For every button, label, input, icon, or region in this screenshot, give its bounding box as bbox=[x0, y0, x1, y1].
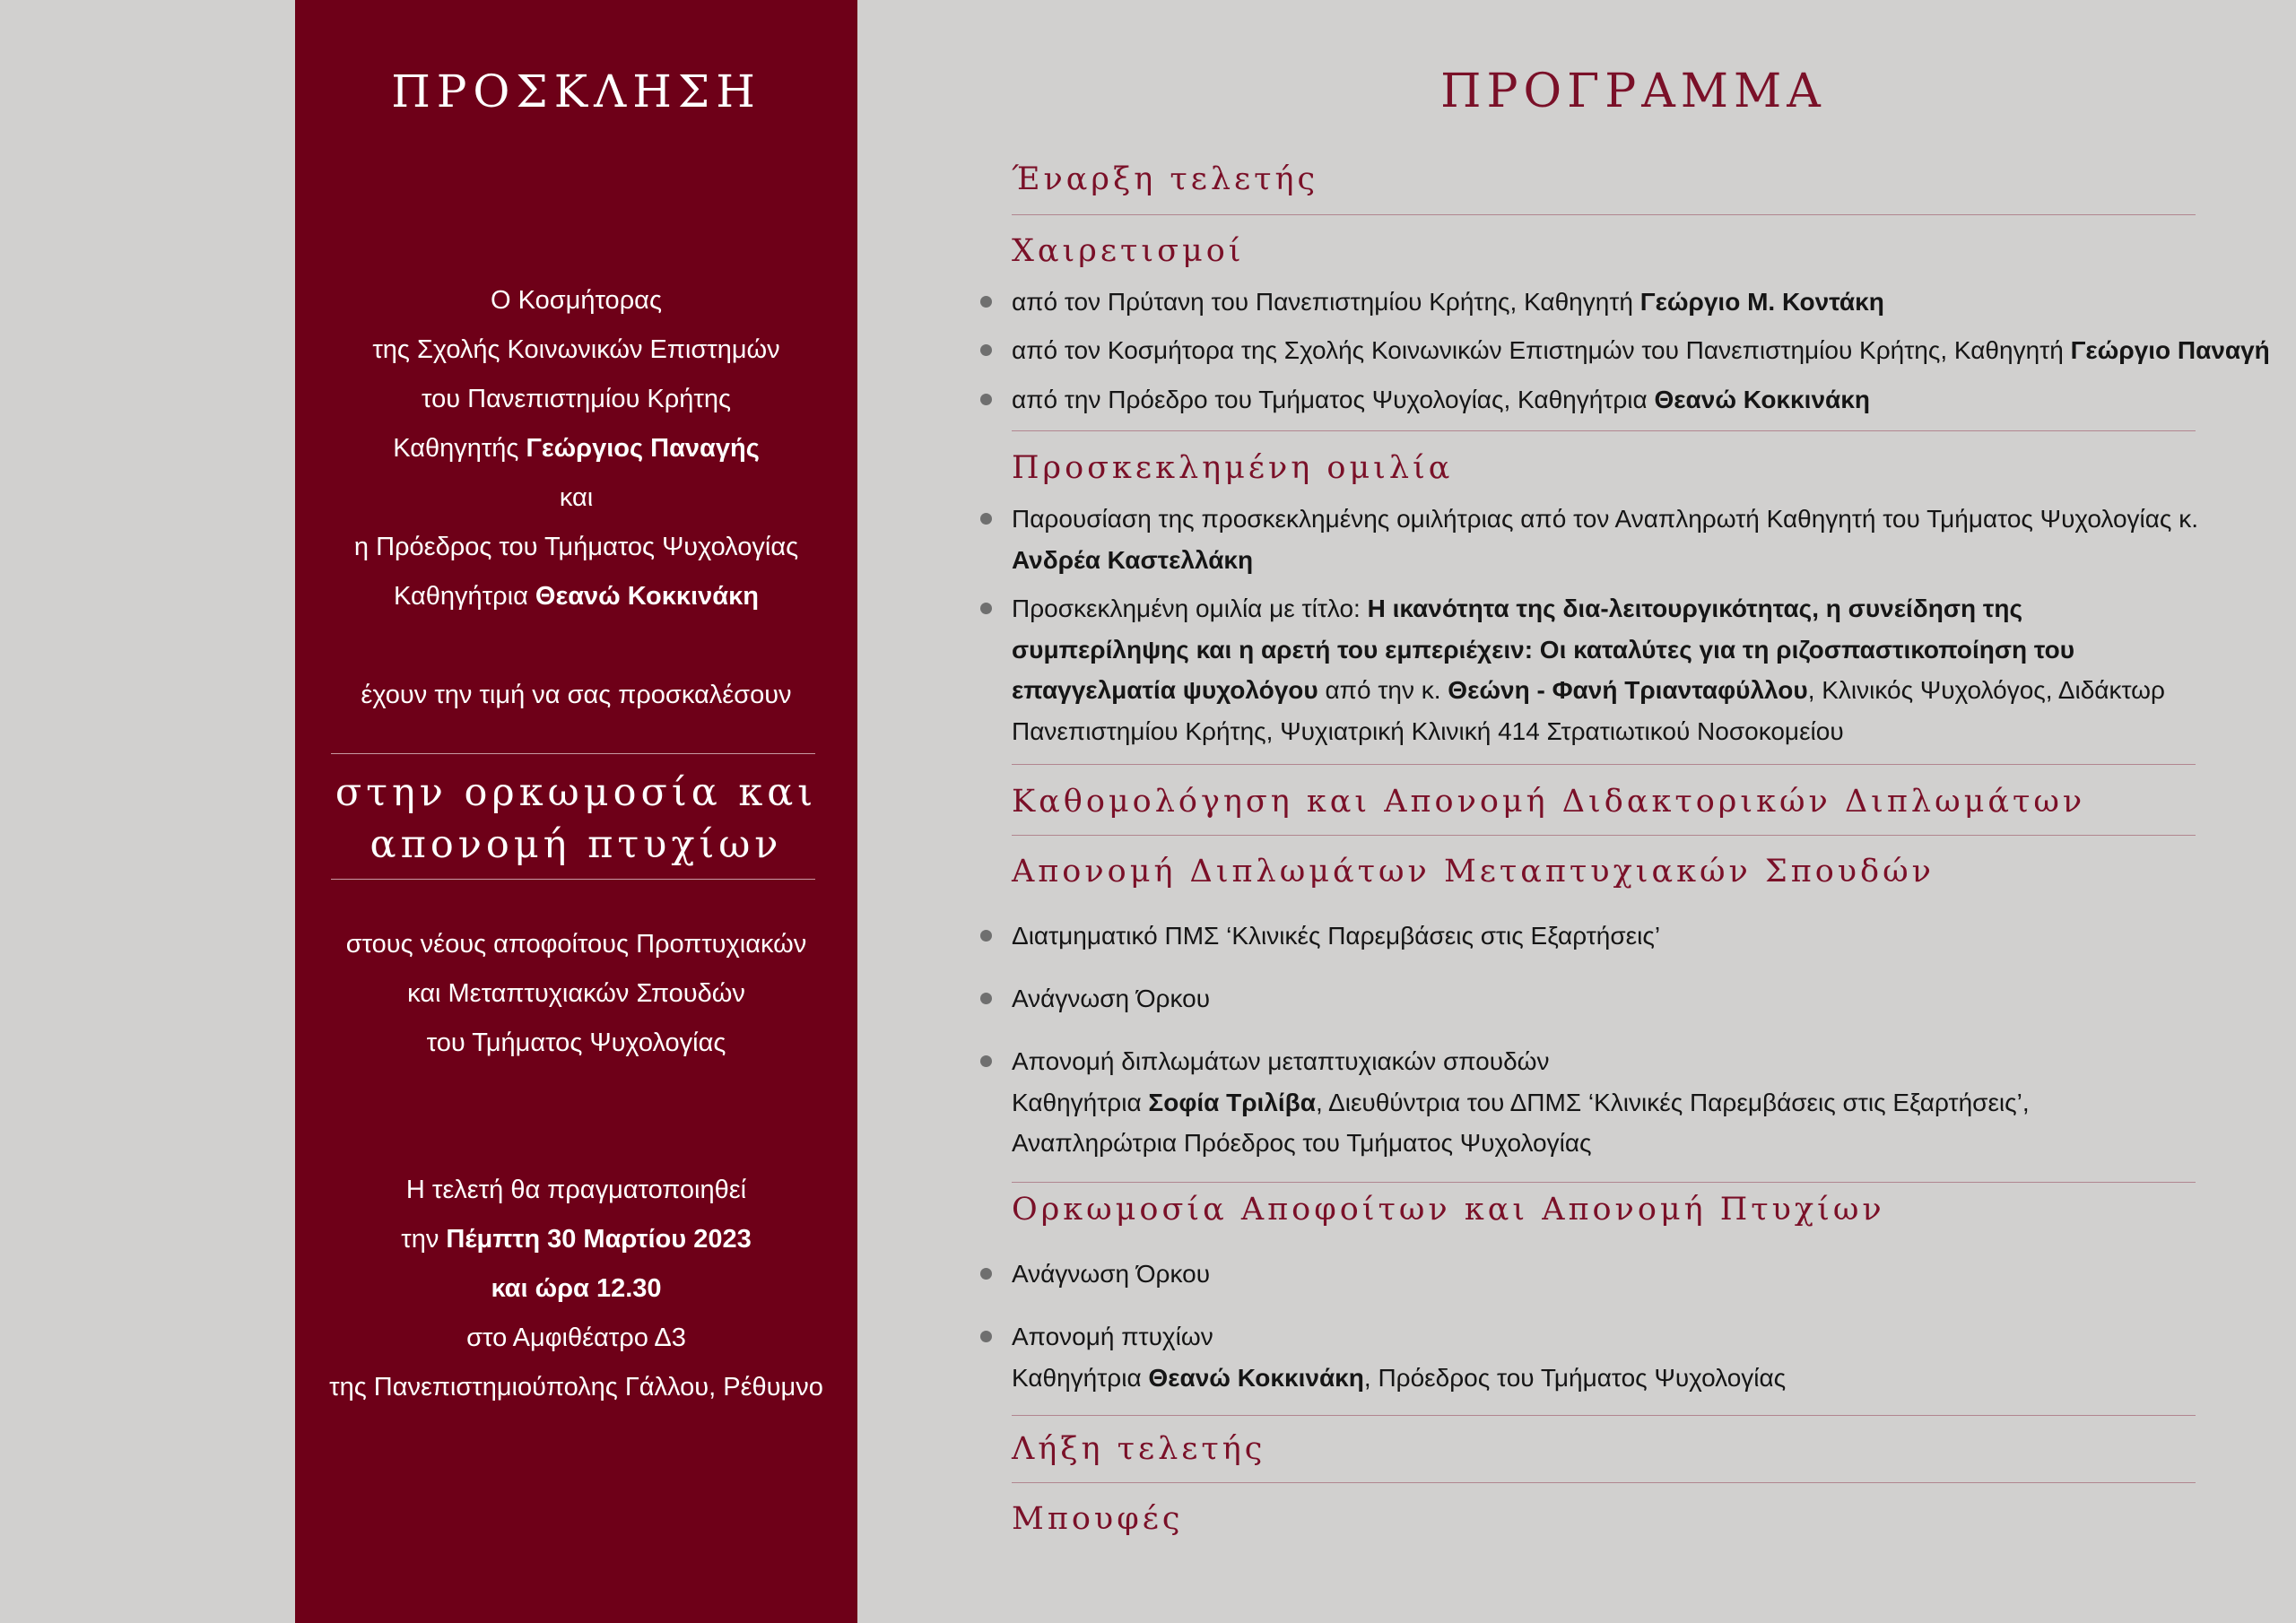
bullet-icon bbox=[980, 296, 992, 308]
separator bbox=[1012, 1482, 2196, 1483]
bullet-icon bbox=[980, 993, 992, 1004]
greeting-name: Θεανώ Κοκκινάκη bbox=[1654, 386, 1870, 413]
section-greetings: Χαιρετισμοί bbox=[1012, 233, 1245, 269]
chair-title: η Πρόεδρος του Τμήματος Ψυχολογίας bbox=[353, 533, 799, 561]
university-name: του Πανεπιστημίου Κρήτης bbox=[422, 385, 731, 413]
dean-name-line bbox=[295, 424, 857, 473]
presenter-name: Σοφία Τριλίβα bbox=[1148, 1088, 1316, 1116]
chair-name-line bbox=[295, 572, 857, 621]
bullet-icon bbox=[980, 930, 992, 942]
separator bbox=[1012, 430, 2196, 431]
presenter-rank: Καθηγήτρια bbox=[1012, 1088, 1149, 1116]
event-venue: στο Αμφιθέατρο Δ3 bbox=[466, 1324, 686, 1352]
ceremony-rule-top bbox=[331, 753, 815, 754]
event-date: Πέμπτη 30 Μαρτίου 2023 bbox=[446, 1225, 752, 1254]
recipients-line2: και Μεταπτυχιακών Σπουδών bbox=[407, 979, 745, 1008]
masters-program-name: Διατμηματικό ΠΜΣ ‘Κλινικές Παρεμβάσεις στις Εξαρτήσεις’ bbox=[1012, 922, 1661, 950]
section-opening: Έναρξη τελετής bbox=[1012, 161, 1319, 197]
conjunction: και bbox=[559, 483, 594, 512]
separator bbox=[1012, 1415, 2196, 1416]
talk-intro: Προσκεκλημένη ομιλία με τίτλο: bbox=[1012, 595, 1368, 622]
section-closing: Λήξη τελετής bbox=[1012, 1431, 1266, 1467]
bullet-icon bbox=[980, 344, 992, 356]
event-intro: Η τελετή θα πραγματοποιηθεί bbox=[405, 1176, 747, 1204]
section-invited-talk: Προσκεκλημένη ομιλία bbox=[1012, 450, 1454, 486]
presentation-text: Παρουσίαση της προσκεκλημένης ομιλήτριας από τον Αναπληρωτή Καθηγητή του Τμήματος Ψυχολογίας κ. bbox=[1012, 505, 2198, 533]
honor-text: έχουν την τιμή να σας προσκαλέσουν bbox=[361, 681, 792, 709]
program-title: ΠΡΟΓΡΑΜΜΑ bbox=[1440, 65, 1826, 118]
section-graduates: Ορκωμοσία Αποφοίτων και Απονομή Πτυχίων bbox=[1012, 1192, 1885, 1228]
event-time: και ώρα 12.30 bbox=[491, 1274, 662, 1303]
event-date-line bbox=[295, 1215, 857, 1264]
oath-text: Ανάγνωση Όρκου bbox=[1012, 985, 1211, 1012]
greeting-text: από την Πρόεδρο του Τμήματος Ψυχολογίας, Καθηγήτρια bbox=[1012, 386, 1655, 413]
oath-text: Ανάγνωση Όρκου bbox=[1012, 1260, 1211, 1288]
greeting-item-3 bbox=[1012, 379, 2200, 421]
speaker-name: Θεώνη - Φανή Τριανταφύλλου bbox=[1448, 676, 1808, 704]
presenter-role: , Πρόεδρος του Τμήματος Ψυχολογίας bbox=[1363, 1363, 1787, 1392]
recipients-line3: του Τμήματος Ψυχολογίας bbox=[426, 1028, 726, 1057]
award-presenter bbox=[1012, 1358, 2200, 1399]
presenter-name: Θεανώ Κοκκινάκη bbox=[1148, 1363, 1364, 1392]
invitation-title: ΠΡΟΣΚΛΗΣΗ bbox=[391, 65, 761, 117]
invited-presentation-item bbox=[1012, 499, 2200, 580]
presenter-role: , Διευθύντρια του ΔΠΜΣ ‘Κλινικές Παρεμβάσεις στις Εξαρτήσεις’, bbox=[1316, 1088, 2030, 1116]
program-panel bbox=[857, 0, 2296, 1623]
separator bbox=[1012, 214, 2196, 215]
section-masters: Απονομή Διπλωμάτων Μεταπτυχιακών Σπουδών bbox=[1012, 854, 1935, 890]
dean-name: Γεώργιος Παναγής bbox=[526, 434, 760, 463]
separator bbox=[1012, 1182, 2196, 1183]
ceremony-title-line1: στην ορκωμοσία και bbox=[335, 770, 818, 815]
bullet-icon bbox=[980, 1331, 992, 1342]
award-title: Απονομή πτυχίων bbox=[1012, 1323, 1213, 1350]
chair-rank: Καθηγήτρια bbox=[394, 582, 535, 611]
separator bbox=[1012, 835, 2196, 836]
presenter-rank: Καθηγήτρια bbox=[1012, 1363, 1149, 1392]
bullet-icon bbox=[980, 513, 992, 525]
event-details bbox=[295, 1166, 857, 1412]
invitation-panel bbox=[295, 0, 857, 1623]
bullet-icon bbox=[980, 394, 992, 405]
event-date-prefix: την bbox=[401, 1225, 447, 1254]
bullet-icon bbox=[980, 1055, 992, 1067]
chair-name: Θεανώ Κοκκινάκη bbox=[535, 582, 759, 611]
event-location: της Πανεπιστημιούπολης Γάλλου, Ρέθυμνο bbox=[329, 1373, 823, 1402]
bullet-icon bbox=[980, 1268, 992, 1280]
greeting-item-1 bbox=[1012, 282, 2200, 323]
masters-item-oath bbox=[1012, 978, 2200, 1020]
ceremony-title bbox=[295, 767, 857, 871]
recipients-block bbox=[295, 920, 857, 1068]
recipients-line1: στους νέους αποφοίτους Προπτυχιακών bbox=[345, 930, 807, 959]
section-buffet: Μπουφές bbox=[1012, 1501, 1184, 1537]
event-time-line bbox=[295, 1264, 857, 1314]
award-title: Απονομή διπλωμάτων μεταπτυχιακών σπουδών bbox=[1012, 1047, 1550, 1075]
school-name: της Σχολής Κοινωνικών Επιστημών bbox=[372, 335, 780, 364]
bullet-icon bbox=[980, 603, 992, 614]
inviters-block bbox=[295, 276, 857, 621]
talk-by: από την κ. bbox=[1318, 676, 1448, 704]
greeting-text: από τον Κοσμήτορα της Σχολής Κοινωνικών Επιστημών του Πανεπιστημίου Κρήτης, Καθηγητή bbox=[1012, 336, 2071, 364]
section-doctoral: Καθομολόγηση και Απονομή Διδακτορικών Διπλωμάτων bbox=[1012, 784, 2086, 820]
greeting-item-2 bbox=[1012, 330, 2270, 371]
graduates-item-award bbox=[1012, 1316, 2200, 1398]
greeting-text: από τον Πρύτανη του Πανεπιστημίου Κρήτης, Καθηγητή bbox=[1012, 288, 1640, 316]
presenter-name: Ανδρέα Καστελλάκη bbox=[1012, 545, 1254, 574]
speaker-affiliation: , Κλινικός Ψυχολόγος, Διδάκτωρ Πανεπιστημίου Κρήτης, Ψυχιατρική Κλινική 414 Στρατιωτικού Νοσοκομείου bbox=[1012, 676, 2165, 745]
greeting-name: Γεώργιο Μ. Κοντάκη bbox=[1639, 288, 1884, 316]
ceremony-rule-bottom bbox=[331, 879, 815, 880]
separator bbox=[1012, 764, 2196, 765]
honor-line bbox=[295, 671, 857, 720]
masters-item-program bbox=[1012, 916, 2200, 957]
masters-item-award bbox=[1012, 1041, 2200, 1164]
award-presenter bbox=[1012, 1082, 2200, 1124]
presenter-role-2: Αναπληρώτρια Πρόεδρος του Τμήματος Ψυχολογίας bbox=[1012, 1129, 1592, 1157]
graduates-item-oath bbox=[1012, 1254, 2200, 1295]
ceremony-title-line2: απονομή πτυχίων bbox=[370, 822, 783, 867]
talk-title: Η ικανότητα της δια-λειτουργικότητας, η συνείδηση της συμπερίληψης και η αρετή του εμπεριέχειν: Οι καταλύτες για τη ριζοσπαστικοποίηση του επαγγελματία ψυχολόγου bbox=[1012, 595, 2075, 704]
invited-talk-item bbox=[1012, 588, 2200, 751]
dean-title: Ο Κοσμήτορας bbox=[491, 286, 662, 315]
dean-rank: Καθηγητής bbox=[393, 434, 526, 463]
greeting-name: Γεώργιο Παναγή bbox=[2070, 336, 2270, 364]
